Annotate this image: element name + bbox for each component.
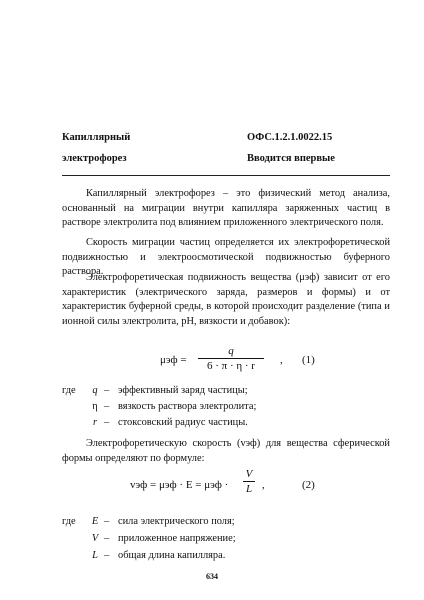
- variable-row: [62, 514, 392, 529]
- variable-symbol: η: [92, 401, 98, 412]
- variable-row: [62, 531, 392, 546]
- variable-symbol: r: [92, 417, 98, 428]
- formula-1-denominator: 6 · π · η · r: [207, 360, 255, 372]
- variable-symbol: q: [92, 385, 98, 396]
- formula-1-fraction: [198, 345, 264, 373]
- formula-1: [0, 345, 424, 377]
- monograph-meta: [247, 127, 335, 169]
- variable-dash: –: [104, 550, 110, 561]
- variable-dash: –: [104, 401, 110, 412]
- formula-1-number: (1): [302, 354, 315, 366]
- variable-symbol: V: [91, 533, 99, 544]
- variable-dash: –: [104, 385, 110, 396]
- paragraph-definition: Капиллярный электрофорез – это физический метод анализа, основанный на миграции внутри капилляра заряженных частиц в растворе электролита под влиянием приложенного электрического поля.: [62, 188, 390, 229]
- formula-1-comma: ,: [280, 354, 283, 366]
- paragraph-migration-speed: Скорость миграции частиц определяется их электрофоретической подвижностью и электроосмотической подвижностью буферного раствора.: [62, 237, 390, 278]
- variables-list-2: [62, 514, 392, 562]
- variable-row: [62, 383, 392, 398]
- variable-symbol: E: [91, 516, 99, 527]
- formula-2-comma: ,: [262, 479, 265, 491]
- monograph-title-line2: электрофорез: [62, 153, 127, 164]
- formula-2-numerator: V: [245, 468, 253, 480]
- monograph-code: ОФС.1.2.1.0022.15: [247, 132, 333, 143]
- variable-description: приложенное напряжение;: [118, 533, 236, 544]
- monograph-title: [62, 127, 130, 169]
- formula-2-number: (2): [302, 479, 315, 491]
- monograph-title-line1: Капиллярный: [62, 132, 131, 143]
- variable-symbol: L: [92, 550, 98, 561]
- formula-1-lhs: μэф =: [160, 354, 187, 366]
- variables-list-1: [62, 383, 392, 431]
- variable-row: [62, 415, 392, 430]
- monograph-status: Вводится впервые: [247, 153, 335, 164]
- variable-description: эффективный заряд частицы;: [118, 385, 248, 396]
- variable-dash: –: [104, 533, 110, 544]
- page-number: 634: [206, 572, 218, 581]
- variable-dash: –: [104, 516, 110, 527]
- variable-description: вязкость раствора электролита;: [118, 401, 257, 412]
- variable-description: сила электрического поля;: [118, 516, 235, 527]
- formula-2-fraction: [243, 468, 255, 496]
- variable-row: [62, 399, 392, 414]
- variable-description: стоксовский радиус частицы.: [118, 417, 248, 428]
- variable-row: [62, 548, 392, 563]
- formula-1-numerator: q: [228, 345, 234, 357]
- paragraph-mobility: Электрофоретическая подвижность вещества (μэф) зависит от его характеристик (электрического заряда, размеров и формы) и от характеристик буферной среды, в которой происходит разделение (типа и ионной силы электролита, pH, вязкости и добавок):: [62, 272, 390, 327]
- variable-dash: –: [104, 417, 110, 428]
- variables-lead: где: [62, 385, 76, 396]
- formula-2-lhs: vэф = μэф · E = μэф ·: [130, 479, 229, 491]
- formula-2: [0, 468, 424, 502]
- paragraph-velocity: Электрофоретическую скорость (vэф) для вещества сферической формы определяют по формуле:: [62, 438, 390, 464]
- formula-2-denominator: L: [245, 483, 253, 495]
- header-divider: [62, 175, 390, 176]
- variable-description: общая длина капилляра.: [118, 550, 226, 561]
- variables-lead: где: [62, 516, 76, 527]
